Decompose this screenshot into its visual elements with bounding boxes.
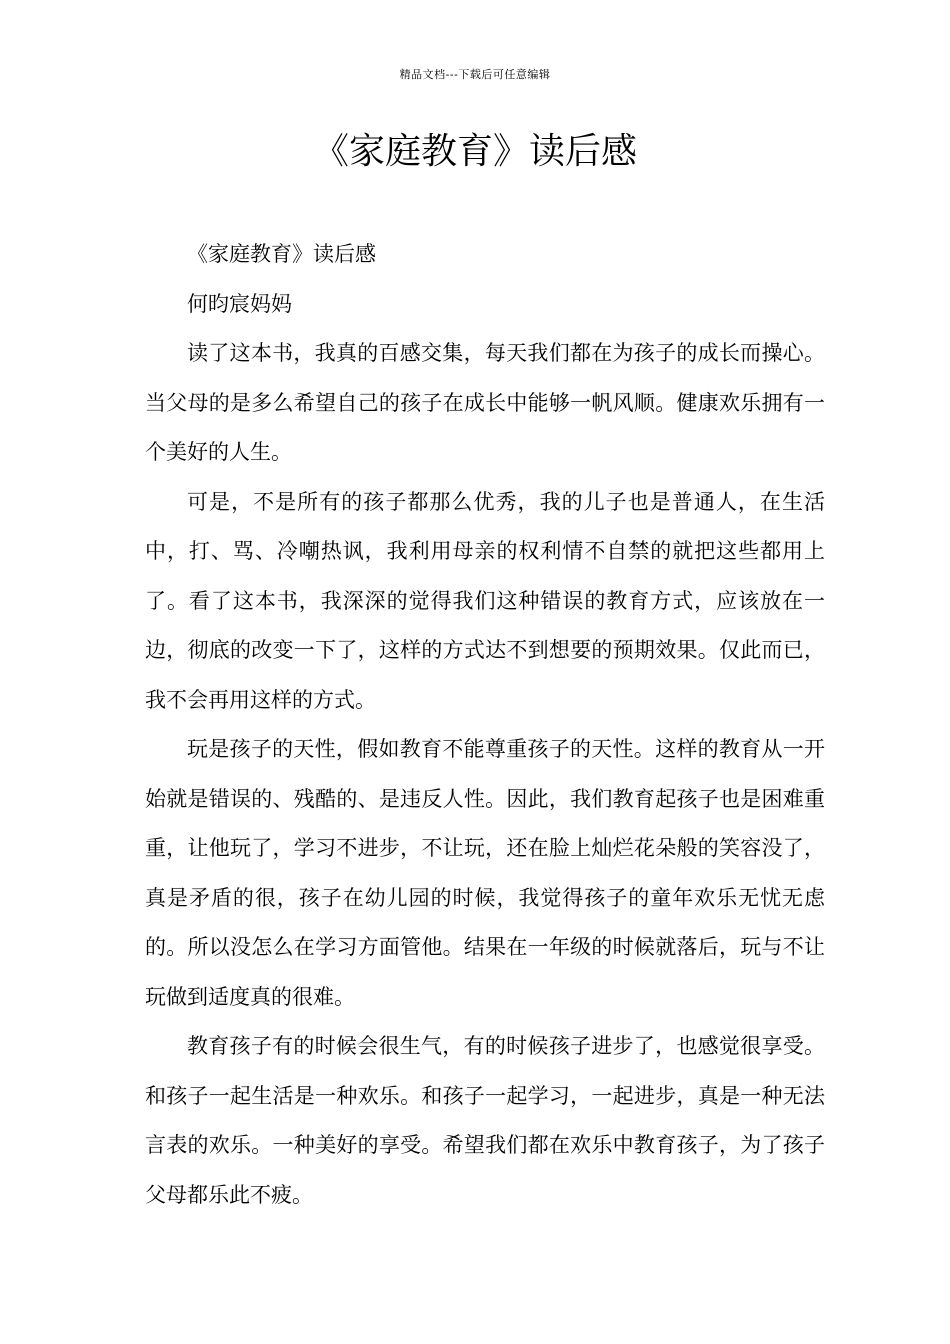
- paragraph: 教育孩子有的时候会很生气，有的时候孩子进步了，也感觉很享受。和孩子一起生活是一种欢乐。和孩子一起学习，一起进步，真是一种无法言表的欢乐。一种美好的享受。希望我们都在欢乐中教育孩子，为了孩子父母都乐此不疲。: [145, 1034, 825, 1207]
- header-note: 精品文档---下载后可任意编辑: [399, 68, 551, 81]
- paragraph: 读了这本书，我真的百感交集，每天我们都在为孩子的成长而操心。当父母的是多么希望自己的孩子在成长中能够一帆风顺。健康欢乐拥有一个美好的人生。: [145, 341, 825, 464]
- paragraph-author: 何昀宸妈妈: [187, 291, 292, 316]
- document-title: 《家庭教育》读后感: [312, 131, 637, 172]
- paragraph-subtitle: 《家庭教育》读后感: [187, 242, 376, 266]
- paragraph: 可是，不是所有的孩子都那么优秀，我的儿子也是普通人，在生活中，打、骂、冷嘲热讽，我利用母亲的权利情不自禁的就把这些都用上了。看了这本书，我深深的觉得我们这种错误的教育方式，应该放在一边，彻底的改变一下了，这样的方式达不到想要的预期效果。仅此而已，我不会再用这样的方式。: [145, 489, 825, 712]
- document-body: [145, 230, 825, 1220]
- paragraph: 玩是孩子的天性，假如教育不能尊重孩子的天性。这样的教育从一开始就是错误的、残酷的、是违反人性。因此，我们教育起孩子也是困难重重，让他玩了，学习不进步，不让玩，还在脸上灿烂花朵般的笑容没了，真是矛盾的很，孩子在幼儿园的时候，我觉得孩子的童年欢乐无忧无虑的。所以没怎么在学习方面管他。结果在一年级的时候就落后，玩与不让玩做到适度真的很难。: [145, 737, 825, 1009]
